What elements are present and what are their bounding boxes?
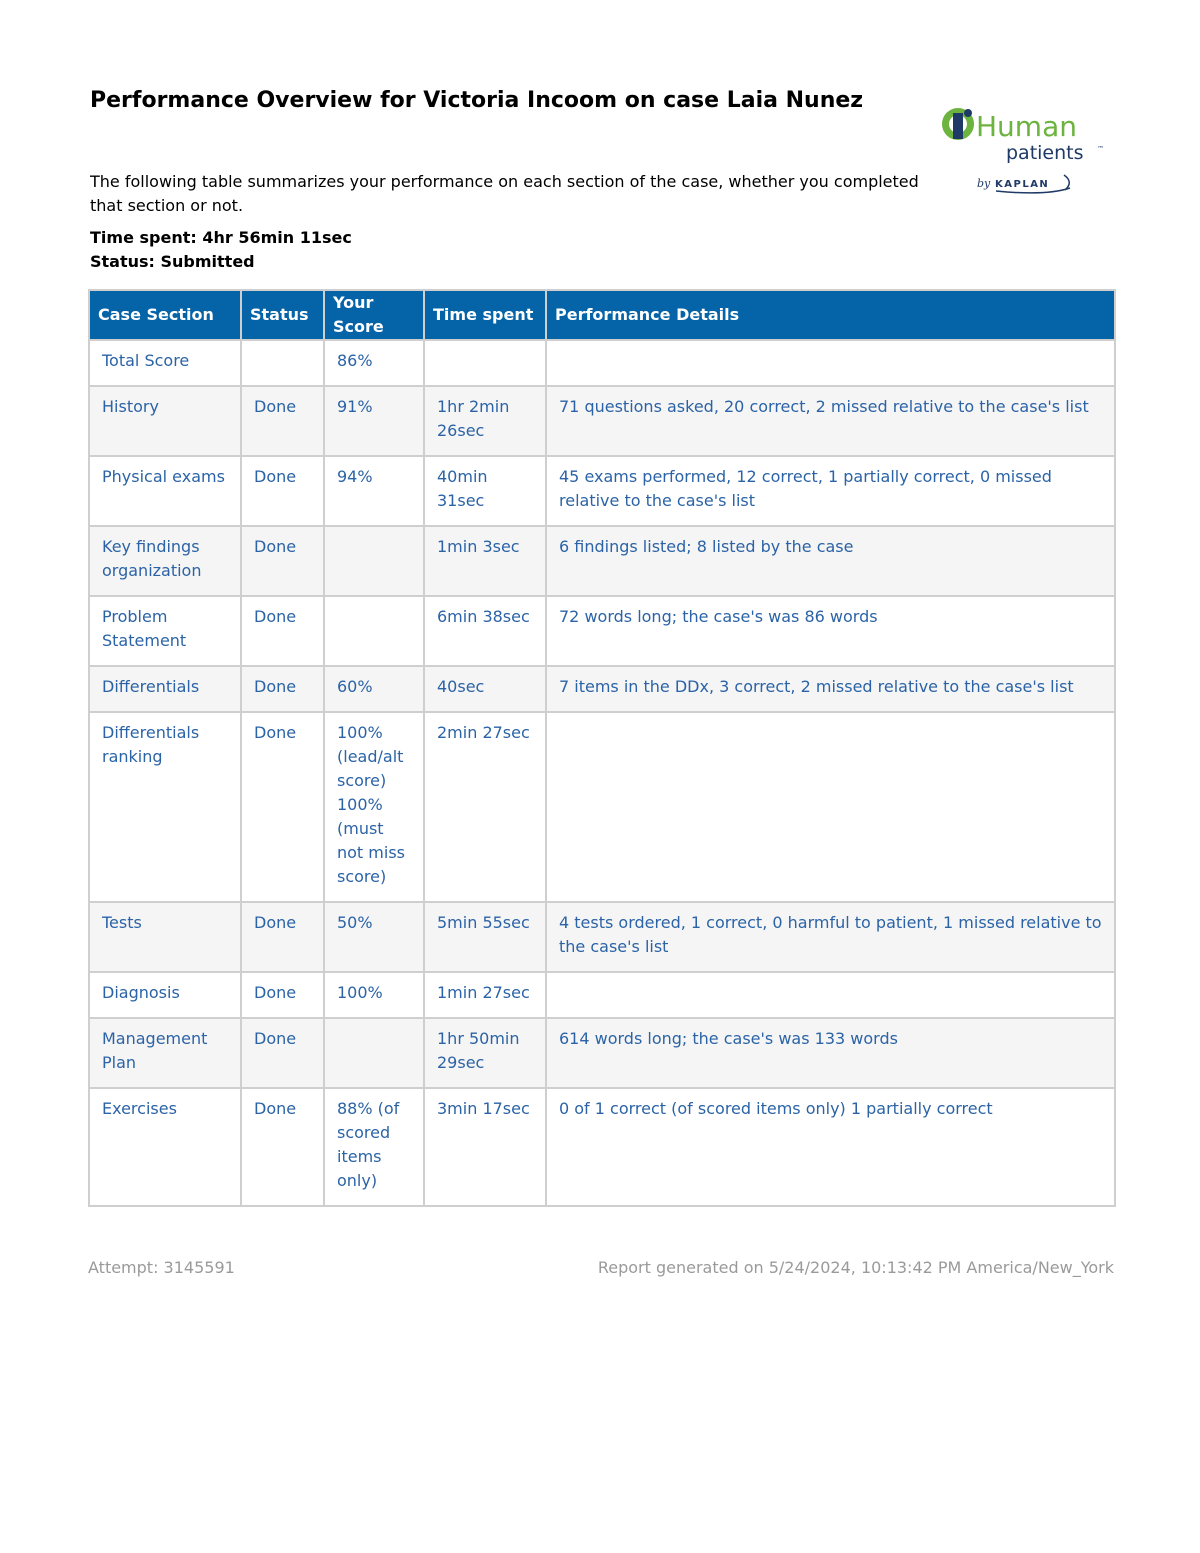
table-row	[90, 973, 1114, 1017]
logo-company: KAPLAN	[995, 179, 1050, 190]
cell-time: 6min 38sec	[425, 597, 545, 665]
cell-section: Key findings organization	[90, 527, 240, 595]
cell-section: Management Plan	[90, 1019, 240, 1087]
cell-details: 71 questions asked, 20 correct, 2 missed relative to the case's list	[547, 387, 1114, 455]
cell-score: 60%	[325, 667, 423, 711]
cell-status: Done	[242, 1089, 323, 1205]
cell-time: 40min 31sec	[425, 457, 545, 525]
cell-details: 72 words long; the case's was 86 words	[547, 597, 1114, 665]
table-row	[90, 527, 1114, 595]
page-title: Performance Overview for Victoria Incoom on case Laia Nunez	[90, 88, 864, 113]
table-row	[90, 667, 1114, 711]
col-header-status: Status	[242, 291, 323, 339]
table-row	[90, 341, 1114, 385]
cell-score: 88% (of scored items only)	[325, 1089, 423, 1205]
ihuman-mark-icon	[942, 108, 974, 140]
cell-status: Done	[242, 973, 323, 1017]
table-row	[90, 1019, 1114, 1087]
cell-status	[242, 341, 323, 385]
logo-sub: patients	[1006, 142, 1084, 164]
cell-details: 0 of 1 correct (of scored items only) 1 partially correct	[547, 1089, 1114, 1205]
cell-score: 91%	[325, 387, 423, 455]
time-spent-label: Time spent: 4hr 56min 11sec	[90, 228, 352, 247]
cell-time: 1hr 50min 29sec	[425, 1019, 545, 1087]
cell-details: 7 items in the DDx, 3 correct, 2 missed relative to the case's list	[547, 667, 1114, 711]
cell-time	[425, 341, 545, 385]
cell-section: Diagnosis	[90, 973, 240, 1017]
cell-score: 50%	[325, 903, 423, 971]
cell-details: 45 exams performed, 12 correct, 1 partially correct, 0 missed relative to the case's list	[547, 457, 1114, 525]
col-header-time-spent: Time spent	[425, 291, 545, 339]
table-row	[90, 713, 1114, 901]
table-row	[90, 1089, 1114, 1205]
cell-time: 1min 27sec	[425, 973, 545, 1017]
col-header-performance-details: Performance Details	[547, 291, 1114, 339]
cell-section: Problem Statement	[90, 597, 240, 665]
ihuman-patients-logo	[936, 102, 1114, 194]
cell-status: Done	[242, 1019, 323, 1087]
report-page	[88, 86, 1114, 1277]
cell-time: 5min 55sec	[425, 903, 545, 971]
intro-text: The following table summarizes your performance on each section of the case, whether you completed that section or not.	[90, 172, 919, 215]
report-header	[88, 86, 1114, 286]
cell-score: 100%	[325, 973, 423, 1017]
cell-time: 1hr 2min 26sec	[425, 387, 545, 455]
report-generated-timestamp: Report generated on 5/24/2024, 10:13:42 PM America/New_York	[597, 1258, 1114, 1277]
cell-details	[547, 341, 1114, 385]
summary-meta	[90, 226, 352, 274]
cell-status: Done	[242, 457, 323, 525]
cell-score: 100% (lead/alt score) 100% (must not miss score)	[325, 713, 423, 901]
status-label: Status: Submitted	[90, 252, 255, 271]
table-row	[90, 457, 1114, 525]
cell-status: Done	[242, 713, 323, 901]
col-header-case-section: Case Section	[90, 291, 240, 339]
cell-score	[325, 597, 423, 665]
cell-time: 40sec	[425, 667, 545, 711]
cell-status: Done	[242, 387, 323, 455]
logo-tm: ™	[1097, 145, 1104, 153]
cell-section: Differentials ranking	[90, 713, 240, 901]
cell-details: 614 words long; the case's was 133 words	[547, 1019, 1114, 1087]
cell-details	[547, 973, 1114, 1017]
cell-time: 3min 17sec	[425, 1089, 545, 1205]
cell-details: 4 tests ordered, 1 correct, 0 harmful to patient, 1 missed relative to the case's list	[547, 903, 1114, 971]
cell-section: Exercises	[90, 1089, 240, 1205]
cell-section: Total Score	[90, 341, 240, 385]
logo-by: by	[977, 177, 991, 190]
table-row	[90, 387, 1114, 455]
cell-section: Differentials	[90, 667, 240, 711]
logo-brand: Human	[976, 110, 1077, 143]
table-row	[90, 597, 1114, 665]
cell-time: 2min 27sec	[425, 713, 545, 901]
cell-score	[325, 1019, 423, 1087]
cell-section: Tests	[90, 903, 240, 971]
cell-status: Done	[242, 597, 323, 665]
col-header-your-score: Your Score	[325, 291, 423, 339]
cell-score: 86%	[325, 341, 423, 385]
performance-table	[88, 289, 1116, 1207]
cell-status: Done	[242, 527, 323, 595]
cell-section: Physical exams	[90, 457, 240, 525]
cell-time: 1min 3sec	[425, 527, 545, 595]
cell-score	[325, 527, 423, 595]
table-header-row	[90, 291, 1114, 339]
cell-section: History	[90, 387, 240, 455]
table-row	[90, 903, 1114, 971]
cell-details: 6 findings listed; 8 listed by the case	[547, 527, 1114, 595]
cell-status: Done	[242, 667, 323, 711]
cell-details	[547, 713, 1114, 901]
attempt-id: Attempt: 3145591	[88, 1258, 235, 1277]
cell-status: Done	[242, 903, 323, 971]
cell-score: 94%	[325, 457, 423, 525]
